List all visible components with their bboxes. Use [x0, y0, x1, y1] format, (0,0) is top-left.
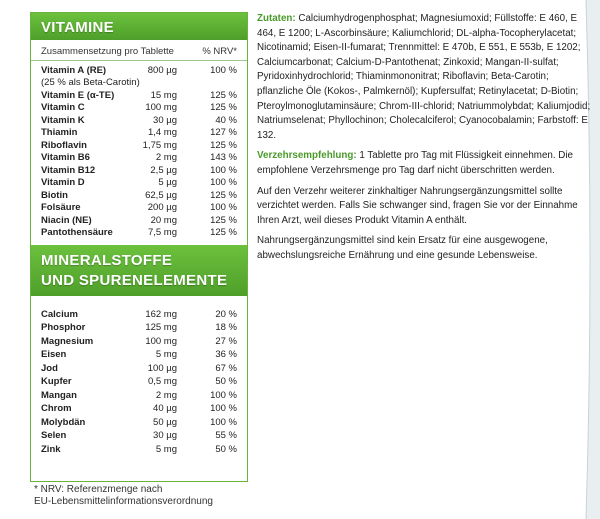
- nutrient-nrv: 100 %: [210, 416, 237, 428]
- zutaten-body: Calciumhydrogenphosphat; Magnesiumoxid; Füllstoffe: E 460, E 464, E 1200; L-Ascorbinsäure; Kaliumchlorid; DL-alpha-Tocopherylacetat; Nicotinamid; Eisen-II-fumarat; Trennmittel: E 470b, E 551, E 553b, E 1202; Calciumcarbonat; Calcium-D-Pantothenat; Zinkoxid; Mangan-II-sulfat; Pyridoxinhydrochlorid; Thiaminmononitrat; Riboflavin; Beta-Carotin; pflanzliche Öle (Kokos-, Palmkernöl); Kupfersulfat; Retinylacetat; D-Biotin; Pteroylmonoglutaminsäure; Chrom-III-chlorid; Natriummolybdat; Kaliumjodid; Natriumselenat; Phyllochinon; Cholecalciferol; Cyanocobalamin; Farbstoff: E 132.: [257, 13, 591, 141]
- nutrient-name: Riboflavin: [41, 139, 87, 151]
- nutrient-name: Selen: [41, 430, 67, 441]
- nutrient-amount: 30 µg: [153, 114, 177, 126]
- minerals-heading: [31, 245, 247, 296]
- nutrient-nrv: 55 %: [215, 430, 237, 441]
- nrv-footnote: [34, 484, 213, 508]
- table-row: [31, 102, 247, 115]
- nutrient-amount: 100 µg: [147, 362, 177, 374]
- verzehr-label: Verzehrsempfehlung:: [257, 150, 357, 162]
- nutrition-table-card: [30, 12, 248, 482]
- column-header-composition: Zusammensetzung pro Tablette: [41, 46, 174, 57]
- nutrient-nrv: 143 %: [210, 152, 237, 163]
- nutrient-nrv: 100 %: [210, 389, 237, 401]
- nutrient-nrv: 100 %: [210, 164, 237, 176]
- nutrient-amount: 2 mg: [155, 389, 177, 401]
- nutrient-amount: 15 mg: [150, 89, 177, 101]
- nutrient-amount: 200 µg: [147, 202, 177, 213]
- nutrient-name: Vitamin D: [41, 177, 85, 188]
- verzehr-body: 1 Tablette pro Tag mit Flüssigkeit einnehmen. Die empfohlene Verzehrsmenge pro Tag darf nicht überschritten werden.: [257, 150, 574, 176]
- table-row: [31, 362, 247, 376]
- nutrient-amount: 50 µg: [153, 416, 177, 428]
- vitamine-table: [31, 64, 247, 239]
- nutrient-amount: 20 mg: [150, 214, 177, 226]
- nutrient-nrv: 125 %: [210, 214, 237, 226]
- table-row: [31, 177, 247, 190]
- nutrient-name: Vitamin A (RE): [41, 64, 107, 76]
- nutrient-amount: 5 mg: [155, 349, 177, 360]
- nutrient-name: Niacin (NE): [41, 214, 92, 226]
- nutrient-amount: 2 mg: [155, 152, 177, 163]
- nutrient-name: Vitamin E (α-TE): [41, 89, 115, 101]
- table-row: [31, 214, 247, 227]
- nutrient-name: Mangan: [41, 389, 77, 401]
- nutrient-amount: 1,75 mg: [142, 139, 177, 151]
- table-row: [31, 77, 247, 90]
- nutrient-nrv: 127 %: [210, 127, 237, 138]
- nutrient-nrv: 125 %: [210, 102, 237, 113]
- table-row: [31, 164, 247, 177]
- table-row: [31, 202, 247, 215]
- nutrient-name: Kupfer: [41, 376, 72, 387]
- nutrient-name: Folsäure: [41, 202, 81, 213]
- minerals-heading-line1: MINERALSTOFFE: [41, 252, 173, 269]
- column-header-nrv: % NRV*: [202, 46, 237, 57]
- nutrient-name: Thiamin: [41, 127, 78, 138]
- nutrient-amount: 30 µg: [153, 430, 177, 441]
- nutrient-amount: 0,5 mg: [147, 376, 177, 387]
- nutrient-name: Molybdän: [41, 416, 86, 428]
- table-row: [31, 443, 247, 457]
- footnote-line2: EU-Lebensmittelinformationsverordnung: [34, 496, 213, 507]
- table-row: [31, 430, 247, 444]
- nutrient-amount: 5 µg: [158, 177, 177, 188]
- nutrient-nrv: 67 %: [215, 362, 237, 374]
- ersatz-note-paragraph: Nahrungsergänzungsmittel sind kein Ersatz für eine ausgewogene, abwechslungsreiche Ernährung und eine gesunde Lebensweise.: [257, 235, 548, 261]
- nutrient-nrv: 27 %: [215, 335, 237, 347]
- nutrient-name: Phosphor: [41, 322, 86, 333]
- nutrient-name: Biotin: [41, 189, 68, 201]
- nutrient-nrv: 100 %: [210, 202, 237, 213]
- verzehr-paragraph: [257, 149, 593, 178]
- table-row: [31, 308, 247, 322]
- nutrient-name: Vitamin B12: [41, 164, 96, 176]
- nutrient-name: Vitamin K: [41, 114, 85, 126]
- nutrient-amount: 62,5 µg: [145, 189, 177, 201]
- nutrient-name: Magnesium: [41, 335, 94, 347]
- nutrient-name: (25 % als Beta-Carotin): [41, 77, 140, 88]
- table-row: [31, 322, 247, 336]
- minerals-table: [31, 308, 247, 457]
- nutrient-nrv: 40 %: [215, 114, 237, 126]
- table-row: [31, 335, 247, 349]
- nutrient-nrv: 50 %: [215, 443, 237, 455]
- nutrient-name: Calcium: [41, 308, 78, 320]
- vitamine-heading: VITAMINE: [31, 13, 247, 40]
- ingredients-text-column: [257, 12, 593, 270]
- nutrient-nrv: 100 %: [210, 64, 237, 76]
- table-row: [31, 349, 247, 363]
- nutrient-name: Eisen: [41, 349, 67, 360]
- table-row: [31, 152, 247, 165]
- table-row: [31, 227, 247, 240]
- nutrient-nrv: 125 %: [210, 227, 237, 238]
- nutrient-nrv: 125 %: [210, 89, 237, 101]
- column-header-row: [31, 40, 247, 61]
- nutrient-nrv: 18 %: [215, 322, 237, 333]
- nutrient-nrv: 50 %: [215, 376, 237, 387]
- table-row: [31, 403, 247, 417]
- nutrient-amount: 162 mg: [145, 308, 177, 320]
- nutrient-amount: 2,5 µg: [150, 164, 177, 176]
- nutrient-amount: 1,4 mg: [147, 127, 177, 138]
- nutrient-name: Vitamin C: [41, 102, 85, 113]
- nutrient-amount: 5 mg: [155, 443, 177, 455]
- nutrient-name: Chrom: [41, 403, 72, 414]
- table-row: [31, 89, 247, 102]
- nutrient-name: Jod: [41, 362, 58, 374]
- nutrient-nrv: 20 %: [215, 308, 237, 320]
- nutrient-nrv: 100 %: [210, 177, 237, 188]
- nutrient-nrv: 36 %: [215, 349, 237, 360]
- table-row: [31, 376, 247, 390]
- nutrient-nrv: 125 %: [210, 189, 237, 201]
- zutaten-label: Zutaten:: [257, 13, 296, 24]
- nutrient-amount: 125 mg: [145, 322, 177, 333]
- nutrient-amount: 100 mg: [145, 335, 177, 347]
- nutrient-nrv: 125 %: [210, 139, 237, 151]
- table-row: [31, 189, 247, 202]
- table-row: [31, 114, 247, 127]
- table-row: [31, 139, 247, 152]
- minerals-heading-line2: UND SPURENELEMENTE: [41, 272, 228, 289]
- nutrient-amount: 40 µg: [153, 403, 177, 414]
- footnote-line1: * NRV: Referenzmenge nach: [34, 484, 163, 495]
- nutrient-amount: 100 mg: [145, 102, 177, 113]
- nutrient-name: Zink: [41, 443, 61, 455]
- zutaten-paragraph: [257, 12, 593, 143]
- nutrient-nrv: 100 %: [210, 403, 237, 414]
- nutrient-amount: 800 µg: [147, 64, 177, 76]
- table-row: [31, 127, 247, 140]
- zink-warning-paragraph: Auf den Verzehr weiterer zinkhaltiger Nahrungsergänzungsmittel sollte verzichtet werden. Falls Sie schwanger sind, fragen Sie vor der Einnahme Ihren Arzt, weil dieses Produkt Vitamin A enthält.: [257, 185, 578, 226]
- nutrient-amount: 7,5 mg: [147, 227, 177, 238]
- table-row: [31, 389, 247, 403]
- table-row: [31, 64, 247, 77]
- nutrient-name: Pantothensäure: [41, 227, 113, 238]
- table-row: [31, 416, 247, 430]
- nutrient-name: Vitamin B6: [41, 152, 90, 163]
